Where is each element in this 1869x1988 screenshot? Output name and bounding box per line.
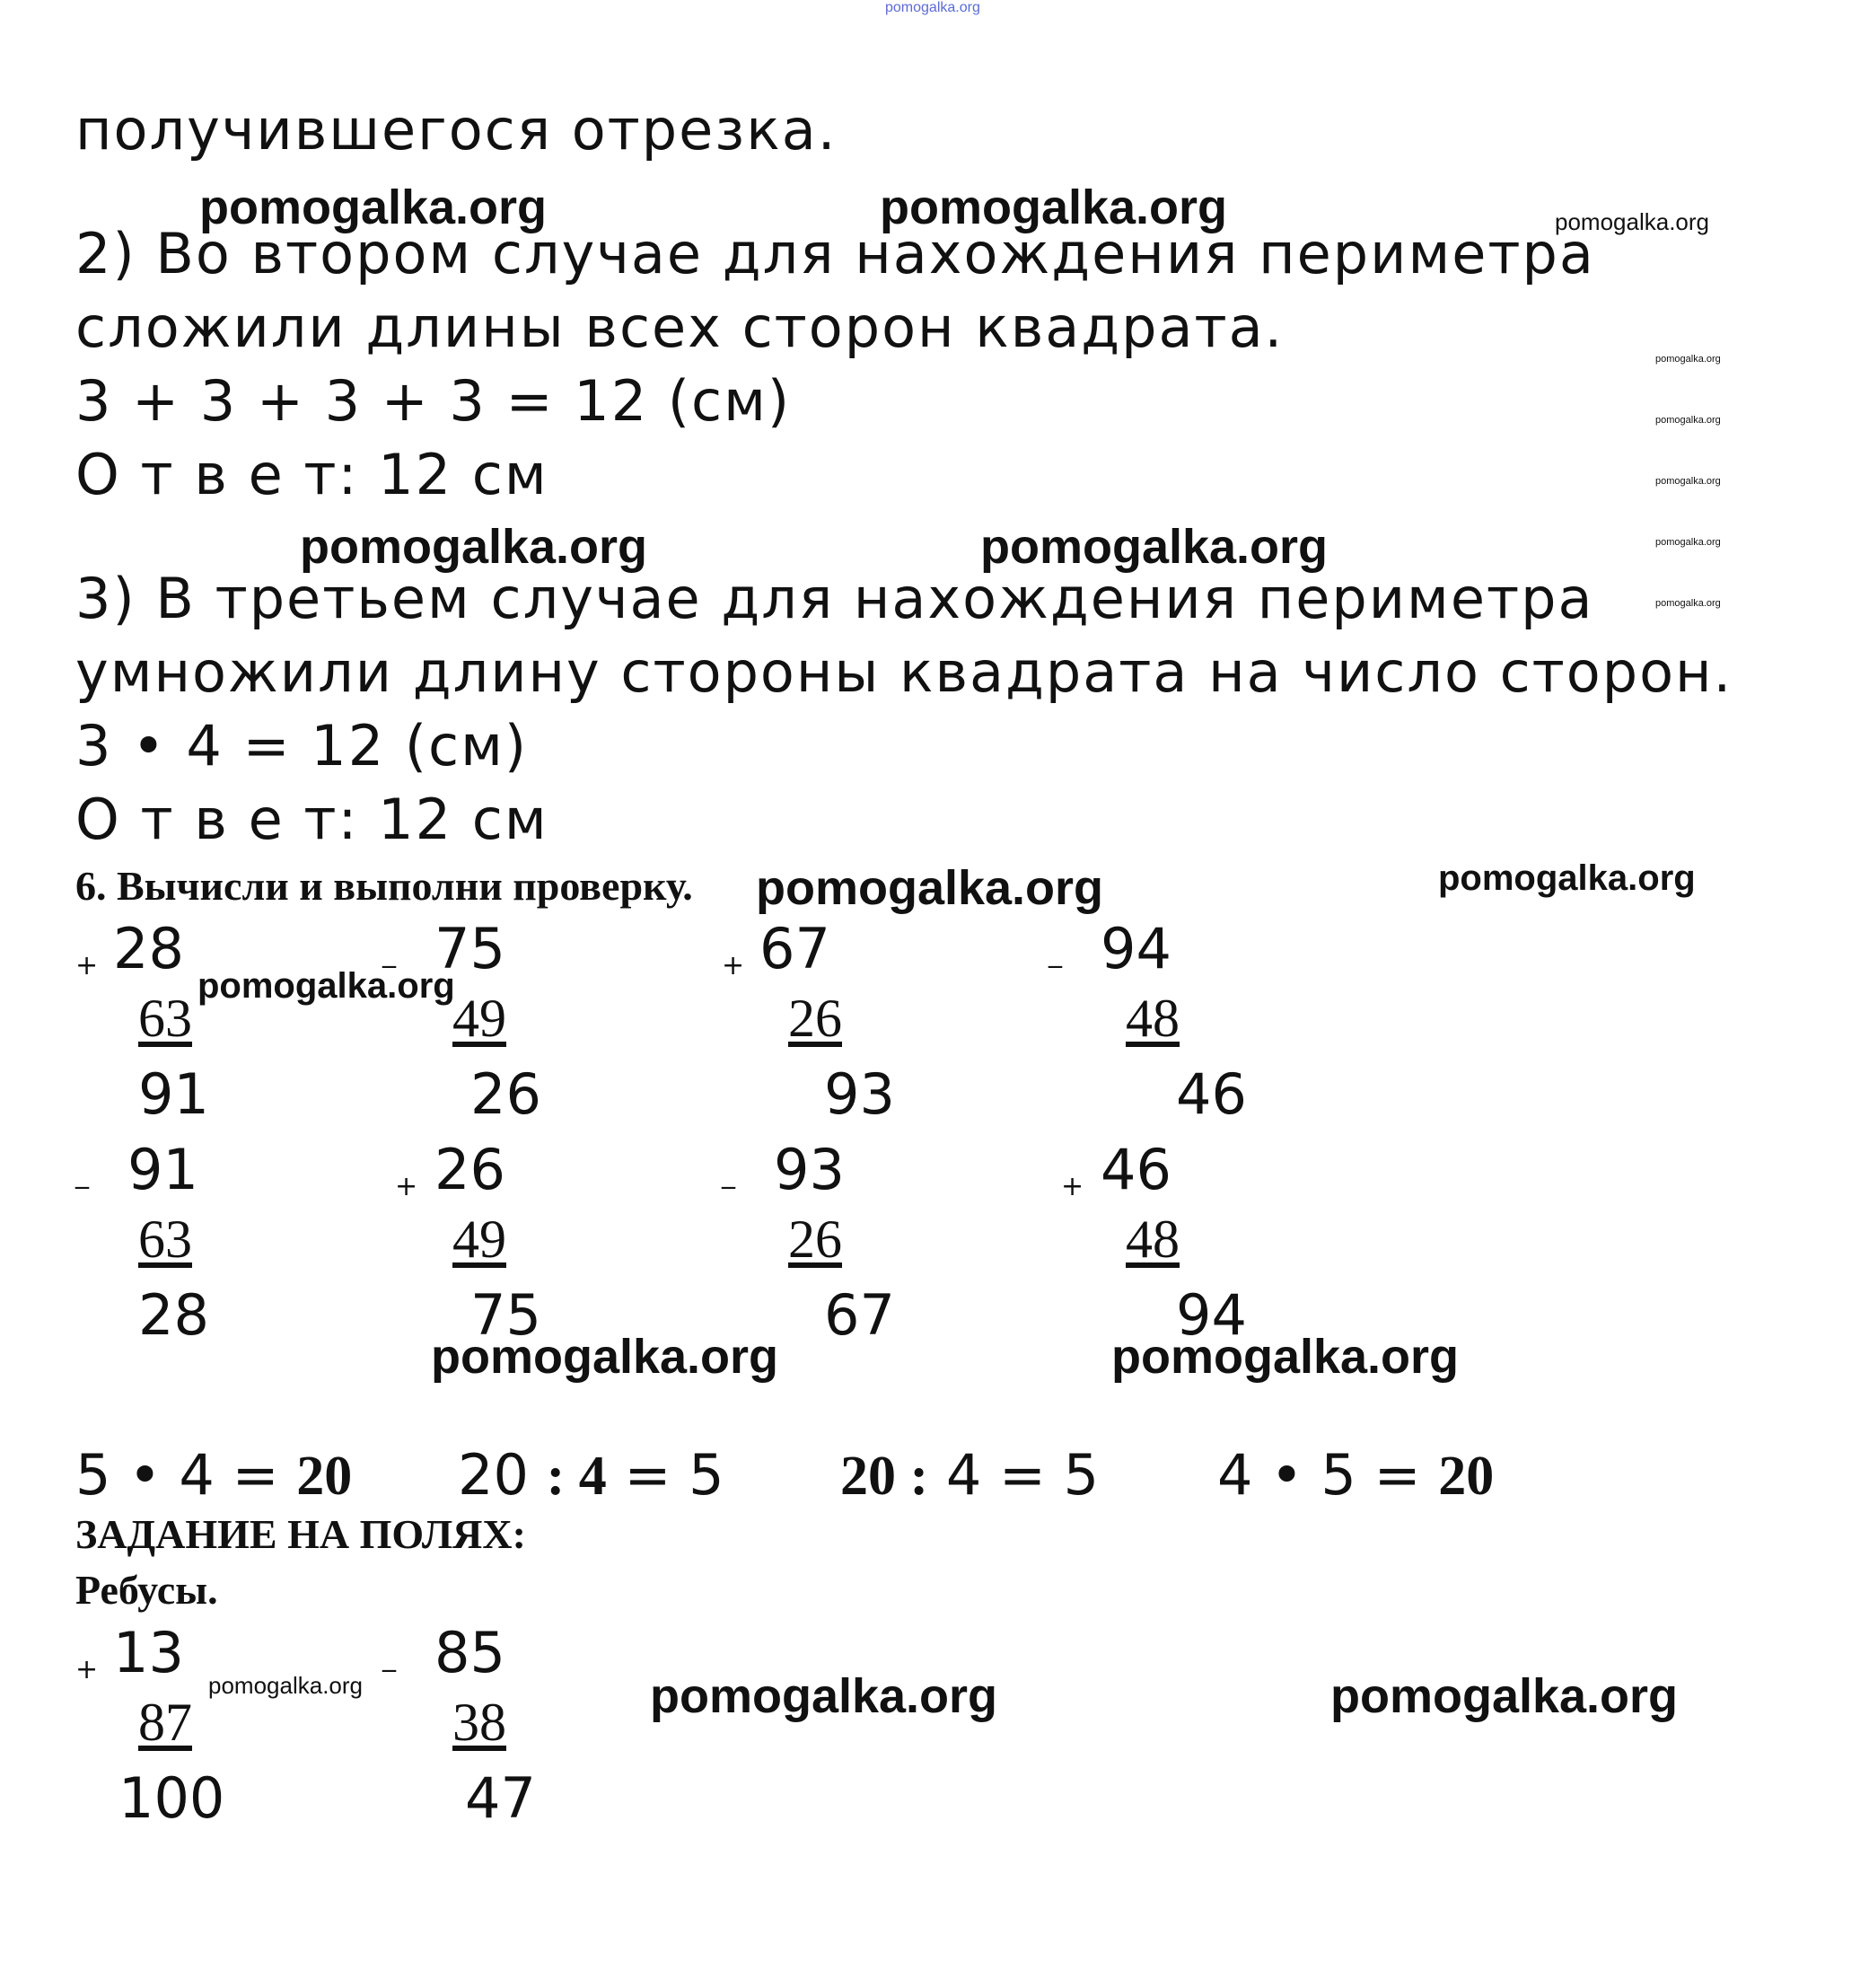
calc-top-number: 91 [127, 1137, 198, 1202]
case3-equation: 3 • 4 = 12 (см) [75, 713, 529, 778]
watermark-tiny: pomogalka.org [1655, 415, 1721, 426]
calc-result: 26 [470, 1061, 541, 1127]
calc-top-number: 26 [434, 1137, 505, 1202]
case2-answer: О т в е т: 12 см [75, 442, 548, 507]
case2-equation: 3 + 3 + 3 + 3 = 12 (см) [75, 368, 792, 434]
watermark: pomogalka.org [1111, 1330, 1460, 1384]
case2-line2: сложили длины всех сторон квадрата. [75, 295, 1285, 360]
calc-second-number: 26 [788, 989, 842, 1048]
calc-second-number: 26 [788, 1210, 842, 1269]
watermark: pomogalka.org [1438, 858, 1696, 898]
equation-bold-part: 20 [1438, 1446, 1495, 1507]
equation-1 [75, 1442, 352, 1509]
case3-answer: О т в е т: 12 см [75, 787, 548, 852]
calc-second-number: 49 [452, 1210, 506, 1269]
equation-part: 20 [458, 1442, 547, 1508]
watermark: pomogalka.org [197, 966, 455, 1006]
rebus-result: 100 [118, 1765, 225, 1831]
minus-sign: _ [382, 937, 396, 969]
calc-second-number: 48 [1126, 989, 1180, 1048]
equation-4 [1217, 1442, 1494, 1509]
calc-second-number: 63 [138, 989, 192, 1048]
minus-sign: _ [75, 1158, 89, 1190]
calc-second-number: 49 [452, 989, 506, 1048]
watermark-tiny: pomogalka.org [1655, 354, 1721, 365]
watermark: pomogalka.org [300, 520, 648, 574]
watermark: pomogalka.org [756, 861, 1104, 915]
equation-part: 5 • 4 = [75, 1442, 297, 1508]
watermark: pomogalka.org [650, 1669, 998, 1723]
margin-task-subtitle: Ребусы. [75, 1567, 218, 1613]
watermark: pomogalka.org [431, 1330, 779, 1384]
calc-result: 93 [824, 1061, 895, 1127]
case3-line2: умножили длину стороны квадрата на число сторон. [75, 639, 1733, 705]
plus-sign: + [395, 1171, 418, 1202]
plus-sign: + [75, 950, 99, 981]
watermark: pomogalka.org [1330, 1669, 1679, 1723]
watermark: pomogalka.org [199, 180, 548, 234]
calc-top-number: 93 [774, 1137, 845, 1202]
task6-title: 6. Вычисли и выполни проверку. [75, 863, 693, 909]
rebus-top-number: 13 [113, 1620, 184, 1685]
calc-result: 91 [138, 1061, 209, 1127]
calc-result: 28 [138, 1282, 209, 1348]
case2-line1: 2) Во втором случае для нахождения периметра [75, 221, 1595, 286]
minus-sign: _ [382, 1641, 396, 1673]
equation-3 [840, 1442, 1099, 1509]
calc-top-number: 46 [1101, 1137, 1171, 1202]
equation-2 [458, 1442, 724, 1509]
equation-part: 4 • 5 = [1217, 1442, 1439, 1508]
watermark: pomogalka.org [880, 180, 1228, 234]
watermark: pomogalka.org [208, 1672, 363, 1699]
calc-result: 75 [470, 1282, 541, 1348]
calc-second-number: 63 [138, 1210, 192, 1269]
plus-sign: + [1061, 1171, 1084, 1202]
rebus-second-number: 38 [452, 1693, 506, 1752]
equation-bold-part: 20 : [840, 1446, 929, 1507]
calc-top-number: 67 [759, 916, 830, 981]
calc-second-number: 48 [1126, 1210, 1180, 1269]
watermark-tiny: pomogalka.org [1655, 476, 1721, 487]
calc-result: 46 [1176, 1061, 1247, 1127]
watermark-tiny: pomogalka.org [1655, 537, 1721, 548]
calc-top-number: 94 [1101, 916, 1171, 981]
rebus-top-number: 85 [434, 1620, 505, 1685]
watermark-tiny: pomogalka.org [1655, 598, 1721, 609]
calc-result: 94 [1176, 1282, 1247, 1348]
watermark-top: pomogalka.org [885, 0, 980, 15]
calc-top-number: 75 [434, 916, 505, 981]
case3-line1: 3) В третьем случае для нахождения периметра [75, 566, 1594, 631]
minus-sign: _ [1049, 937, 1062, 969]
equation-bold-part: : 4 [546, 1446, 607, 1507]
plus-sign: + [722, 950, 745, 981]
calc-result: 67 [824, 1282, 895, 1348]
intro-line: получившегося отрезка. [75, 97, 838, 163]
rebus-second-number: 87 [138, 1693, 192, 1752]
plus-sign: + [75, 1654, 99, 1685]
watermark: pomogalka.org [1555, 208, 1709, 235]
calc-top-number: 28 [113, 916, 184, 981]
equation-part: 4 = 5 [928, 1442, 1100, 1508]
watermark: pomogalka.org [980, 520, 1329, 574]
equation-bold-part: 20 [296, 1446, 353, 1507]
rebus-result: 47 [465, 1765, 536, 1831]
equation-part: = 5 [606, 1442, 724, 1508]
minus-sign: _ [722, 1158, 735, 1190]
margin-task-title: ЗАДАНИЕ НА ПОЛЯХ: [75, 1511, 526, 1557]
